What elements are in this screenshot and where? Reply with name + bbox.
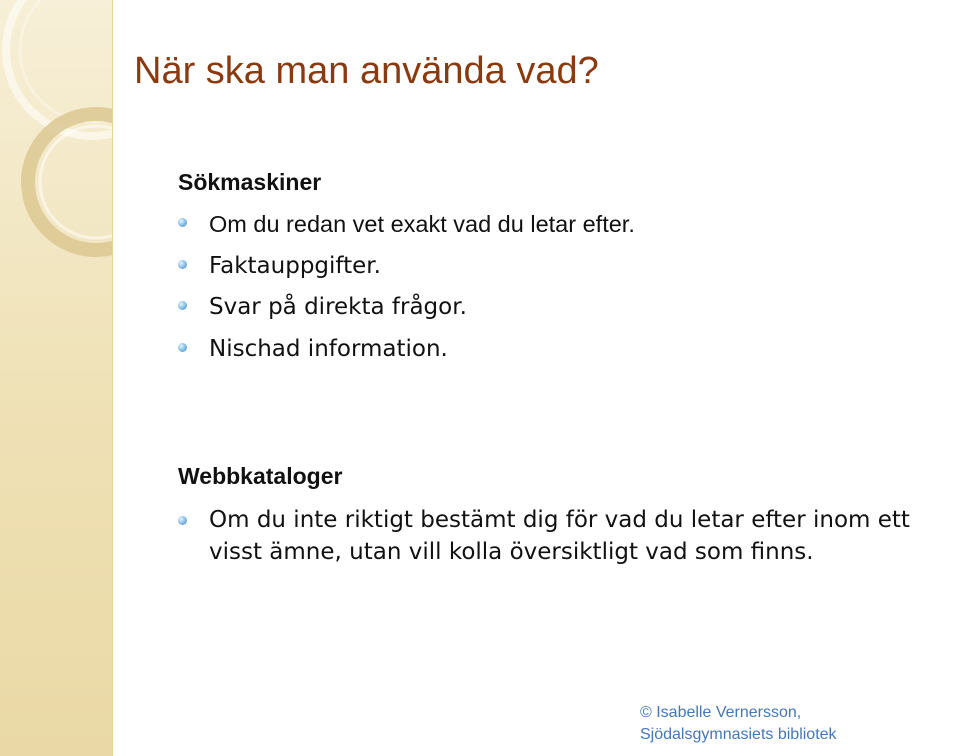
list-item [178, 287, 635, 329]
bullet-text: Faktauppgifter. [209, 252, 381, 279]
bullet-icon [178, 301, 187, 310]
section-heading-webbkataloger: Webbkataloger [178, 463, 343, 489]
bullet-text: Nischad information. [209, 335, 448, 362]
list-item [178, 504, 960, 568]
bullet-text: Svar på direkta frågor. [209, 294, 467, 320]
list-item [178, 329, 635, 371]
bullet-text: Om du redan vet exakt vad du letar efter. [209, 211, 635, 237]
bullet-icon [178, 260, 187, 269]
bullet-text: Om du inte riktigt bestämt dig för vad du letar efter inom ett visst ämne, utan vill kolla översiktligt vad som finns. [209, 507, 910, 565]
bullet-list-webbkataloger [178, 504, 960, 568]
bullet-icon [178, 343, 187, 352]
bullet-list-sokmaskiner [178, 204, 635, 370]
slide-title: När ska man använda vad? [134, 50, 599, 92]
list-item [178, 246, 635, 288]
credit-line-2: Sjödalsgymnasiets bibliotek [640, 726, 837, 743]
credit-footer [640, 702, 837, 746]
section-heading-sokmaskiner: Sökmaskiner [178, 169, 322, 195]
bullet-icon [178, 218, 187, 227]
list-item [178, 204, 635, 246]
decorative-circles [0, 0, 112, 756]
bullet-icon [178, 516, 187, 525]
credit-line-1: © Isabelle Vernersson, [640, 704, 802, 721]
decorative-side-panel [0, 0, 113, 756]
